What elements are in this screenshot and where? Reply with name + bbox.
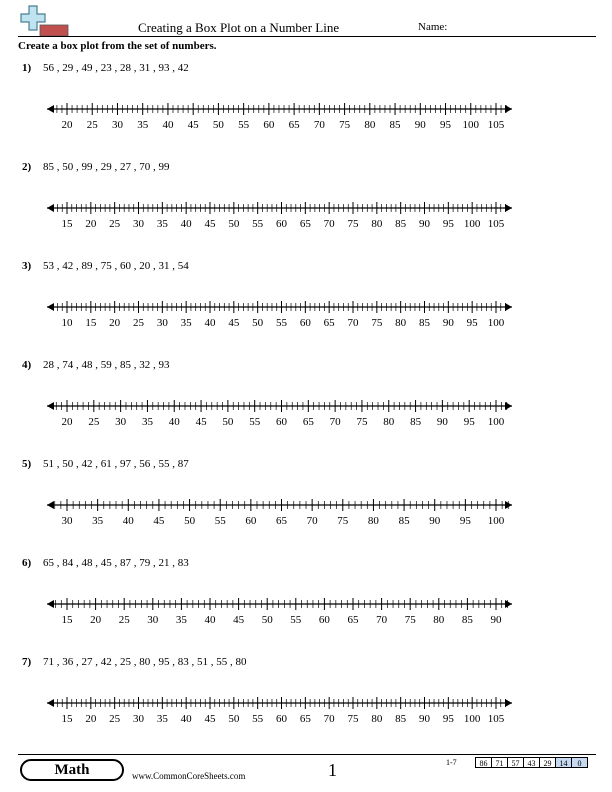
- tick-label: 40: [162, 119, 174, 131]
- header-divider: [18, 36, 596, 37]
- footer-divider: [18, 754, 596, 755]
- tick-label: 105: [487, 218, 505, 230]
- tick-label: 30: [156, 317, 168, 329]
- tick-label: 75: [404, 614, 416, 626]
- tick-label: 25: [86, 119, 98, 131]
- problem-number: 3): [22, 260, 32, 272]
- problem-number: 1): [22, 62, 32, 74]
- tick-label: 100: [487, 317, 505, 329]
- score-key-cell: 14: [555, 757, 572, 768]
- problem-number: 6): [22, 557, 32, 569]
- tick-label: 60: [263, 119, 275, 131]
- page-number: 1: [328, 760, 337, 780]
- tick-label: 15: [85, 317, 97, 329]
- tick-label: 55: [238, 119, 250, 131]
- tick-label: 50: [212, 119, 224, 131]
- tick-label: 35: [137, 119, 149, 131]
- tick-label: 70: [323, 713, 335, 725]
- right-arrow-icon: [505, 699, 512, 707]
- problem: [0, 260, 612, 356]
- tick-label: 55: [276, 317, 287, 329]
- tick-label: 80: [364, 119, 376, 131]
- tick-label: 70: [323, 218, 335, 230]
- tick-label: 95: [442, 218, 454, 230]
- tick-label: 30: [115, 416, 127, 428]
- tick-label: 80: [367, 515, 379, 527]
- tick-label: 90: [414, 119, 426, 131]
- data-set: 85 , 50 , 99 , 29 , 27 , 70 , 99: [43, 161, 170, 173]
- score-key-cell: 86: [475, 757, 492, 768]
- tick-label: 85: [389, 119, 401, 131]
- tick-label: 60: [276, 416, 287, 428]
- plus-ruler-logo-icon: [18, 4, 70, 38]
- tick-label: 65: [299, 713, 311, 725]
- tick-label: 15: [61, 614, 73, 626]
- tick-label: 45: [228, 317, 240, 329]
- tick-label: 100: [463, 218, 481, 230]
- tick-label: 15: [61, 713, 73, 725]
- tick-label: 20: [61, 416, 73, 428]
- tick-label: 80: [395, 317, 407, 329]
- problem-number: 5): [22, 458, 32, 470]
- tick-label: 70: [347, 317, 359, 329]
- subject-badge: Math: [20, 759, 124, 781]
- tick-label: 100: [463, 713, 481, 725]
- tick-label: 100: [487, 416, 505, 428]
- left-arrow-icon: [47, 303, 54, 311]
- problem: [0, 161, 612, 257]
- answer-range: 1-7: [446, 758, 457, 767]
- tick-label: 70: [329, 416, 341, 428]
- tick-label: 30: [61, 515, 73, 527]
- data-set: 51 , 50 , 42 , 61 , 97 , 56 , 55 , 87: [43, 458, 189, 470]
- tick-label: 40: [204, 614, 216, 626]
- tick-label: 100: [462, 119, 480, 131]
- score-key-cell: 0: [571, 757, 588, 768]
- problem-number: 4): [22, 359, 32, 371]
- tick-label: 75: [339, 119, 351, 131]
- tick-label: 20: [109, 317, 121, 329]
- tick-label: 60: [318, 614, 330, 626]
- tick-label: 90: [436, 416, 448, 428]
- number-line: [0, 656, 612, 736]
- tick-label: 90: [419, 218, 430, 230]
- left-arrow-icon: [47, 501, 54, 509]
- problem-number: 7): [22, 656, 32, 668]
- problem: [0, 557, 612, 653]
- tick-label: 50: [228, 218, 240, 230]
- tick-label: 25: [88, 416, 100, 428]
- right-arrow-icon: [505, 303, 512, 311]
- tick-label: 50: [184, 515, 196, 527]
- tick-label: 15: [61, 218, 73, 230]
- tick-label: 85: [398, 515, 410, 527]
- score-key-cell: 29: [539, 757, 556, 768]
- tick-label: 50: [222, 416, 234, 428]
- tick-label: 95: [440, 119, 452, 131]
- number-line: [0, 359, 612, 439]
- tick-label: 45: [204, 713, 216, 725]
- number-line: [0, 62, 612, 142]
- tick-label: 45: [153, 515, 165, 527]
- tick-label: 35: [180, 317, 192, 329]
- right-arrow-icon: [505, 402, 512, 410]
- tick-label: 65: [302, 416, 314, 428]
- tick-label: 55: [252, 713, 264, 725]
- tick-label: 105: [487, 119, 505, 131]
- tick-label: 105: [487, 713, 505, 725]
- tick-label: 95: [442, 713, 454, 725]
- score-key: [476, 757, 588, 768]
- tick-label: 50: [228, 713, 240, 725]
- tick-label: 80: [371, 218, 383, 230]
- tick-label: 60: [299, 317, 311, 329]
- tick-label: 45: [233, 614, 245, 626]
- tick-label: 35: [92, 515, 104, 527]
- tick-label: 25: [133, 317, 144, 329]
- tick-label: 35: [141, 416, 153, 428]
- tick-label: 65: [276, 515, 287, 527]
- data-set: 28 , 74 , 48 , 59 , 85 , 32 , 93: [43, 359, 170, 371]
- tick-label: 85: [461, 614, 473, 626]
- tick-label: 85: [419, 317, 430, 329]
- tick-label: 75: [371, 317, 383, 329]
- tick-label: 100: [487, 515, 505, 527]
- tick-label: 30: [133, 218, 144, 230]
- tick-label: 10: [61, 317, 73, 329]
- tick-label: 40: [180, 713, 192, 725]
- tick-label: 70: [313, 119, 325, 131]
- tick-label: 75: [356, 416, 368, 428]
- tick-label: 65: [347, 614, 359, 626]
- score-key-cell: 57: [507, 757, 524, 768]
- name-label: Name:: [418, 21, 448, 33]
- tick-label: 90: [419, 713, 430, 725]
- tick-label: 90: [429, 515, 441, 527]
- tick-label: 30: [133, 713, 144, 725]
- score-key-cell: 43: [523, 757, 540, 768]
- left-arrow-icon: [47, 699, 54, 707]
- problem: [0, 458, 612, 554]
- tick-label: 45: [195, 416, 207, 428]
- right-arrow-icon: [505, 600, 512, 608]
- tick-label: 95: [459, 515, 471, 527]
- tick-label: 85: [395, 713, 407, 725]
- tick-label: 40: [168, 416, 180, 428]
- tick-label: 55: [214, 515, 226, 527]
- problem: [0, 62, 612, 158]
- tick-label: 35: [156, 218, 168, 230]
- tick-label: 40: [122, 515, 134, 527]
- tick-label: 25: [109, 713, 121, 725]
- tick-label: 60: [276, 218, 287, 230]
- tick-label: 50: [252, 317, 264, 329]
- data-set: 65 , 84 , 48 , 45 , 87 , 79 , 21 , 83: [43, 557, 189, 569]
- tick-label: 60: [245, 515, 257, 527]
- page-title: Creating a Box Plot on a Number Line: [138, 20, 340, 35]
- left-arrow-icon: [47, 105, 54, 113]
- tick-label: 25: [118, 614, 130, 626]
- number-line: [0, 458, 612, 538]
- left-arrow-icon: [47, 204, 54, 212]
- right-arrow-icon: [505, 204, 512, 212]
- tick-label: 80: [383, 416, 395, 428]
- tick-label: 45: [204, 218, 216, 230]
- tick-label: 40: [204, 317, 216, 329]
- data-set: 56 , 29 , 49 , 23 , 28 , 31 , 93 , 42: [43, 62, 189, 74]
- left-arrow-icon: [47, 402, 54, 410]
- tick-label: 40: [180, 218, 192, 230]
- tick-label: 75: [347, 713, 359, 725]
- tick-label: 90: [490, 614, 502, 626]
- tick-label: 70: [376, 614, 388, 626]
- tick-label: 95: [466, 317, 478, 329]
- tick-label: 55: [249, 416, 261, 428]
- tick-label: 30: [111, 119, 123, 131]
- tick-label: 85: [395, 218, 407, 230]
- tick-label: 20: [90, 614, 102, 626]
- problem-number: 2): [22, 161, 32, 173]
- tick-label: 55: [252, 218, 264, 230]
- tick-label: 80: [433, 614, 445, 626]
- tick-label: 75: [337, 515, 349, 527]
- tick-label: 90: [442, 317, 454, 329]
- instructions: Create a box plot from the set of numbers.: [18, 40, 217, 52]
- tick-label: 80: [371, 713, 383, 725]
- number-line: [0, 557, 612, 637]
- tick-label: 55: [290, 614, 302, 626]
- data-set: 71 , 36 , 27 , 42 , 25 , 80 , 95 , 83 , 51 , 55 , 80: [43, 656, 247, 668]
- tick-label: 85: [410, 416, 422, 428]
- tick-label: 25: [109, 218, 121, 230]
- tick-label: 95: [463, 416, 475, 428]
- score-key-cell: 71: [491, 757, 508, 768]
- left-arrow-icon: [47, 600, 54, 608]
- site-url: www.CommonCoreSheets.com: [132, 771, 246, 781]
- tick-label: 20: [85, 218, 97, 230]
- tick-label: 65: [323, 317, 335, 329]
- tick-label: 35: [156, 713, 168, 725]
- tick-label: 35: [175, 614, 187, 626]
- tick-label: 50: [261, 614, 273, 626]
- tick-label: 70: [306, 515, 318, 527]
- number-line: [0, 260, 612, 340]
- tick-label: 60: [276, 713, 287, 725]
- tick-label: 20: [61, 119, 73, 131]
- problem: [0, 359, 612, 455]
- tick-label: 65: [288, 119, 300, 131]
- tick-label: 30: [147, 614, 159, 626]
- data-set: 53 , 42 , 89 , 75 , 60 , 20 , 31 , 54: [43, 260, 189, 272]
- tick-label: 20: [85, 713, 97, 725]
- number-line: [0, 161, 612, 241]
- tick-label: 45: [187, 119, 199, 131]
- tick-label: 65: [299, 218, 311, 230]
- tick-label: 75: [347, 218, 359, 230]
- problem: [0, 656, 612, 752]
